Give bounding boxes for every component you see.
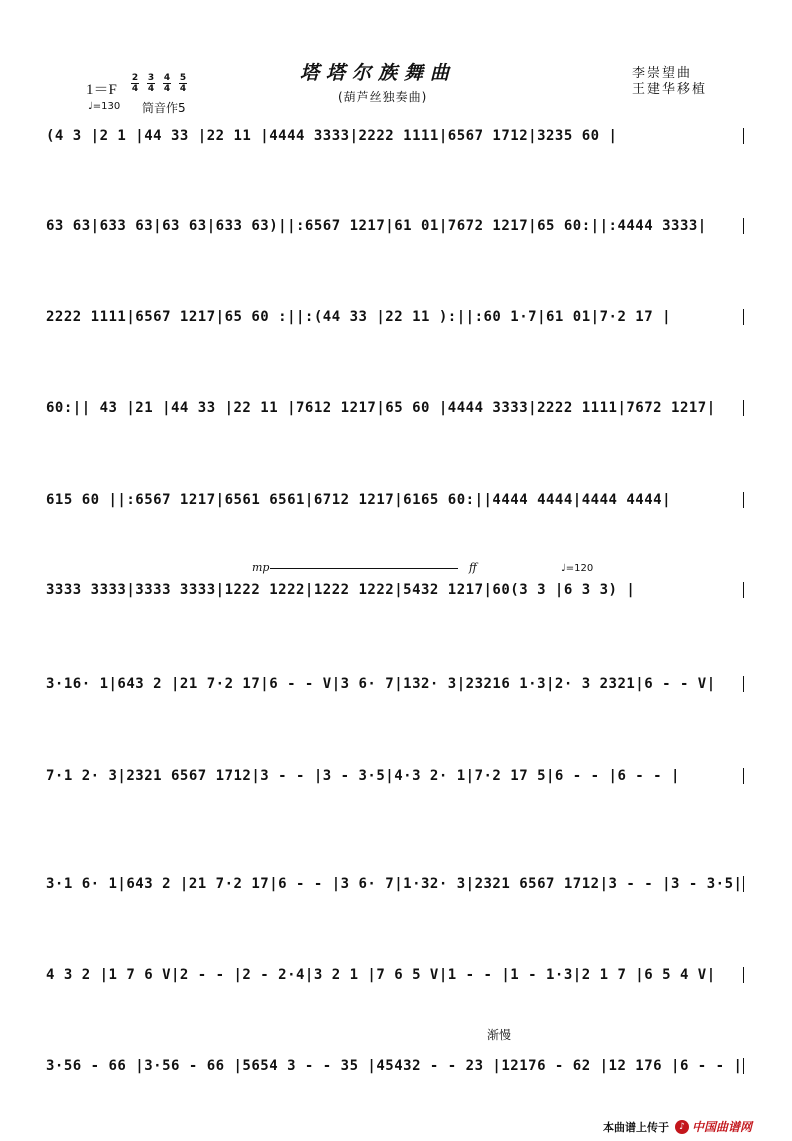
score-row-9: [46, 876, 744, 892]
score-row-5: [46, 492, 744, 508]
score-row-1: [46, 128, 744, 144]
notation-text: 3·1 6· 1|643 2 |21 7·2 17|6 - - |3 6· 7|1·32· 3|2321 6567 1712|3 - - |3 - 3·5|: [46, 876, 743, 892]
dynamic-mp: mp: [252, 561, 270, 574]
crescendo-hairpin: [270, 568, 458, 569]
score-row-7: [46, 676, 744, 692]
score-row-4: [46, 400, 744, 416]
notation-text: 615 60 ||:6567 1217|6561 6561|6712 1217|6165 60:||4444 4444|4444 4444|: [46, 492, 672, 508]
notation-text: 4 3 2 |1 7 6 V|2 - - |2 - 2·4|3 2 1 |7 6 5 V|1 - - |1 - 1·3|2 1 7 |6 5 4 V|: [46, 967, 716, 983]
notation-text: 63 63|633 63|63 63|633 63)||:6567 1217|61 01|7672 1217|65 60:||:4444 3333|: [46, 218, 707, 234]
notation-text: 60:|| 43 |21 |44 33 |22 11 |7612 1217|65 60 |4444 3333|2222 1111|7672 1217|: [46, 400, 716, 416]
notation-text: 3·56 - 66 |3·56 - 66 |5654 3 - - 35 |45432 - - 23 |12176 - 62 |12 176 |6 - - |: [46, 1058, 743, 1074]
time-signatures: [131, 73, 187, 94]
score-row-2: [46, 218, 744, 234]
time-signature-5-4: 5 4: [179, 73, 187, 94]
site-logo[interactable]: [675, 1118, 752, 1135]
site-footer: [603, 1118, 752, 1135]
notation-text: 3333 3333|3333 3333|1222 1222|1222 1222|5432 1217|60(3 3 |6 3 3) |: [46, 582, 636, 598]
time-signature-2-4: 2 4: [131, 73, 139, 94]
score-row-10: [46, 967, 744, 983]
key-signature: 1＝F: [86, 82, 117, 98]
time-signature-4-4: 4 4: [163, 73, 171, 94]
upload-text: 本曲谱上传于: [602, 1120, 669, 1134]
score-subtitle: (葫芦丝独奏曲): [338, 90, 428, 104]
notation-text: (4 3 |2 1 |44 33 |22 11 |4444 3333|2222 1111|6567 1712|3235 60 |: [46, 128, 618, 144]
score-row-8: [46, 768, 744, 784]
notation-text: 3·16· 1|643 2 |21 7·2 17|6 - - V|3 6· 7|132· 3|23216 1·3|2· 3 2321|6 - - V|: [46, 676, 716, 692]
score-title: 塔塔尔族舞曲: [300, 62, 457, 84]
tempo-change: ♩=120: [561, 563, 594, 574]
dynamic-ff: ff: [469, 561, 477, 574]
score-row-3: [46, 309, 744, 325]
notation-text: 7·1 2· 3|2321 6567 1712|3 - - |3 - 3·5|4·3 2· 1|7·2 17 5|6 - - |6 - - |: [46, 768, 680, 784]
score-row-11: [46, 1058, 744, 1074]
tempo-marking: ♩=130: [88, 101, 121, 112]
composer-credit: 李崇望曲: [632, 66, 693, 81]
notation-text: 2222 1111|6567 1217|65 60 :||:(44 33 |22 11 ):||:60 1·7|61 01|7·2 17 |: [46, 309, 672, 325]
pitch-note: 筒音作5: [142, 101, 186, 115]
score-row-6: [46, 582, 744, 598]
site-logo-icon: ♪: [675, 1120, 689, 1134]
arranger-credit: 王建华移植: [632, 82, 708, 97]
ritardando-mark: 渐慢: [487, 1028, 512, 1042]
time-signature-3-4: 3 4: [147, 73, 155, 94]
site-name: 中国曲谱网: [691, 1120, 752, 1134]
